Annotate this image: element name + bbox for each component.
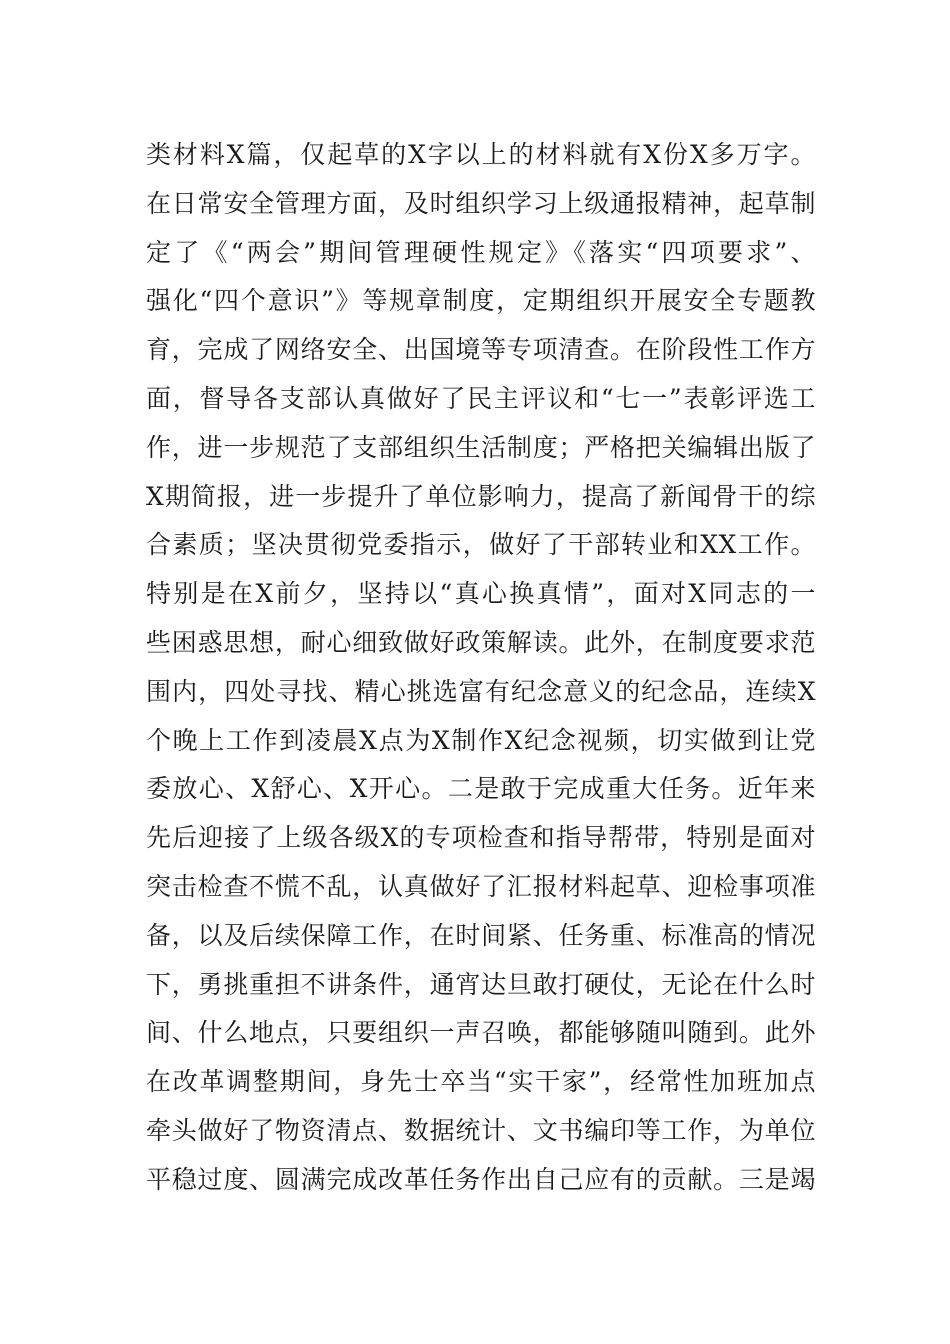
text-line-5: 育，完成了网络安全、出国境等专项清查。在阶段性工作方 (146, 335, 816, 365)
text-line-8: X期简报，进一步提升了单位影响力，提高了新闻骨干的综 (146, 481, 816, 511)
text-line-7: 作，进一步规范了支部组织生活制度；严格把关编辑出版了 (146, 432, 816, 462)
text-line-14: 委放心、X舒心、X开心。二是敢于完成重大任务。近年来 (146, 774, 816, 804)
text-line-22: 平稳过度、圆满完成改革任务作出自己应有的贡献。三是竭 (146, 1164, 816, 1194)
text-line-6: 面，督导各支部认真做好了民主评议和“七一”表彰评选工 (146, 383, 816, 413)
body-text (146, 131, 816, 1205)
text-line-17: 备，以及后续保障工作，在时间紧、任务重、标准高的情况 (146, 920, 816, 950)
text-line-20: 在改革调整期间，身先士卒当“实干家”，经常性加班加点 (146, 1067, 816, 1097)
text-line-10: 特别是在X前夕，坚持以“真心换真情”，面对X同志的一 (146, 579, 816, 609)
text-line-15: 先后迎接了上级各级X的专项检查和指导帮带，特别是面对 (146, 823, 816, 853)
text-line-9: 合素质；坚决贯彻党委指示，做好了干部转业和XX工作。 (146, 530, 816, 560)
text-line-19: 间、什么地点，只要组织一声召唤，都能够随叫随到。此外 (146, 1018, 816, 1048)
text-line-2: 在日常安全管理方面，及时组织学习上级通报精神，起草制 (146, 188, 816, 218)
text-line-4: 强化“四个意识”》等规章制度，定期组织开展安全专题教 (146, 286, 816, 316)
text-line-18: 下，勇挑重担不讲条件，通宵达旦敢打硬仗，无论在什么时 (146, 969, 816, 999)
text-line-13: 个晚上工作到凌晨X点为X制作X纪念视频，切实做到让党 (146, 725, 816, 755)
text-line-16: 突击检查不慌不乱，认真做好了汇报材料起草、迎检事项准 (146, 871, 816, 901)
text-line-1: 类材料X篇，仅起草的X字以上的材料就有X份X多万字。 (146, 140, 816, 169)
text-line-12: 围内，四处寻找、精心挑选富有纪念意义的纪念品，连续X (146, 676, 816, 706)
text-line-3: 定了《“两会”期间管理硬性规定》《落实“四项要求”、 (146, 237, 816, 267)
text-line-21: 牵头做好了物资清点、数据统计、文书编印等工作，为单位 (146, 1115, 816, 1145)
text-line-11: 些困惑思想，耐心细致做好政策解读。此外，在制度要求范 (146, 627, 816, 657)
